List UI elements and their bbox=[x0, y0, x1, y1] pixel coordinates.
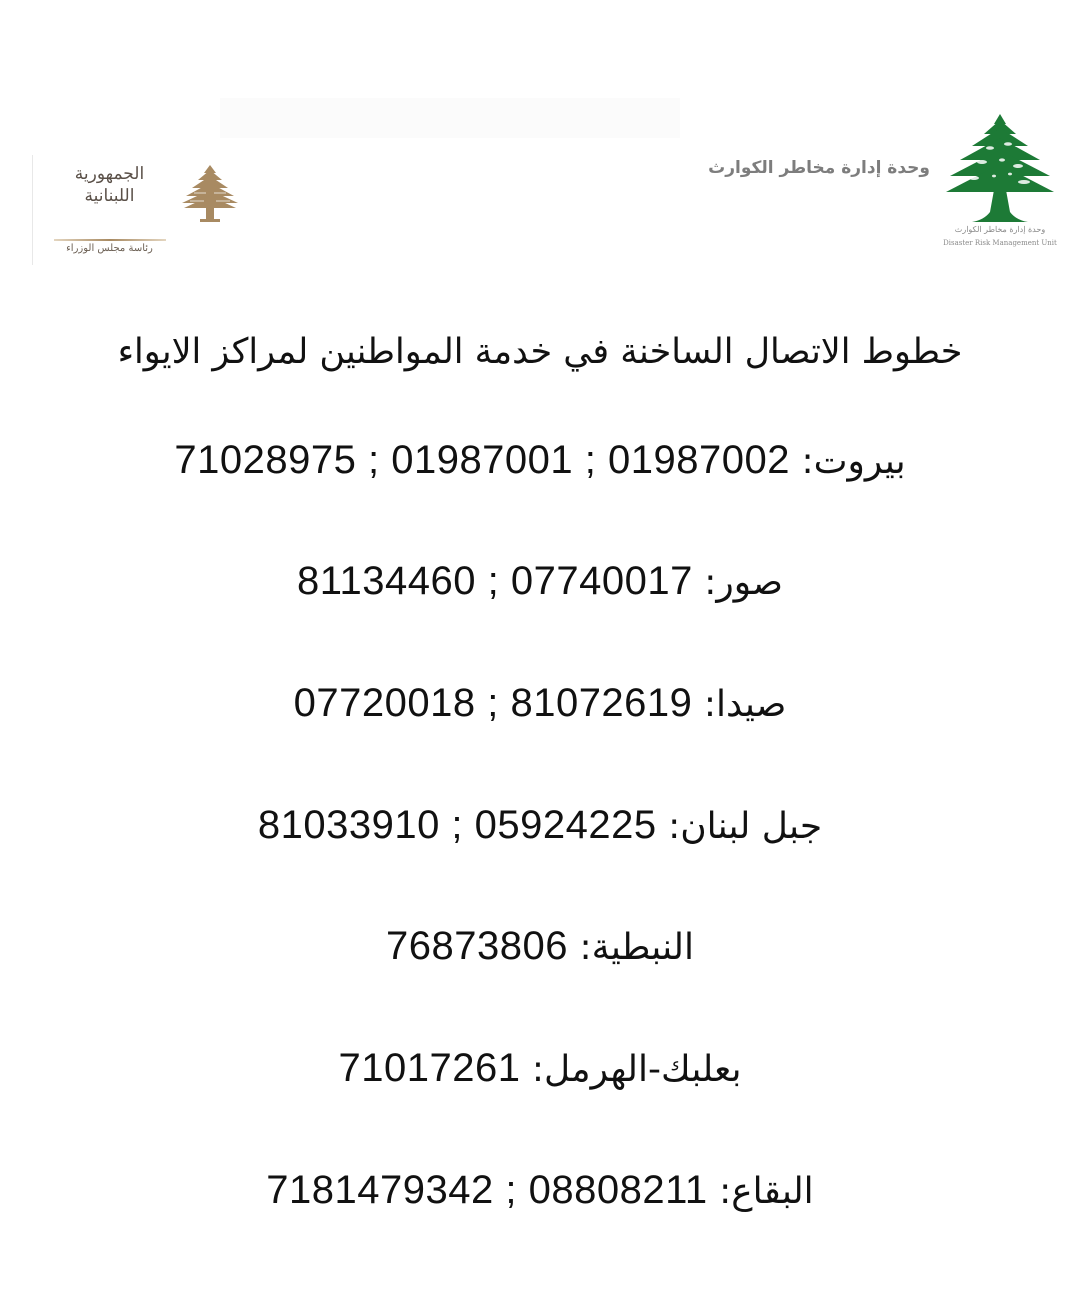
phone-numbers: 71028975 ; 01987001 ; 01987002 bbox=[174, 438, 790, 482]
logo-rule bbox=[54, 239, 166, 241]
region-label: صيدا: bbox=[703, 684, 787, 725]
phone-numbers: 71017261 bbox=[338, 1046, 521, 1090]
region-label: بعلبك-الهرمل: bbox=[531, 1049, 742, 1090]
page-title: خطوط الاتصال الساخنة في خدمة المواطنين لمراكز الايواء bbox=[117, 332, 963, 372]
hotline-row bbox=[40, 1160, 1040, 1222]
cedar-tree-icon bbox=[178, 163, 242, 225]
hotline-row bbox=[40, 673, 1040, 735]
region-label: صور: bbox=[704, 562, 783, 603]
presidency-logo bbox=[30, 155, 230, 265]
phone-numbers: 76873806 bbox=[386, 924, 568, 968]
phone-numbers: 07720018 ; 81072619 bbox=[293, 681, 693, 725]
region-label: جبل لبنان: bbox=[668, 806, 823, 847]
region-label: البقاع: bbox=[719, 1171, 814, 1212]
hotline-row bbox=[40, 1038, 1040, 1100]
hotline-row bbox=[40, 551, 1040, 613]
logo-divider bbox=[32, 155, 33, 265]
drm-unit-title: وحدة إدارة مخاطر الكوارث bbox=[708, 158, 930, 178]
background-strip bbox=[220, 98, 680, 138]
calligraphy-line-2: اللبنانية bbox=[84, 186, 135, 206]
drm-caption-english: Disaster Risk Management Unit bbox=[943, 239, 1057, 247]
calligraphy-line-1: الجمهورية bbox=[74, 164, 145, 184]
presidency-subtitle: رئاسة مجلس الوزراء bbox=[66, 243, 153, 254]
hotline-row bbox=[40, 795, 1040, 857]
hotline-row bbox=[40, 916, 1040, 978]
region-label: بيروت: bbox=[801, 441, 906, 482]
republic-calligraphy bbox=[52, 163, 167, 207]
phone-numbers: 81033910 ; 05924225 bbox=[257, 803, 657, 847]
drm-caption-arabic: وحدة إدارة مخاطر الكوارث bbox=[954, 225, 1046, 234]
phone-numbers: 7181479342 ; 08808211 bbox=[266, 1168, 708, 1212]
hotline-row bbox=[40, 430, 1040, 492]
phone-numbers: 81134460 ; 07740017 bbox=[297, 559, 693, 603]
cedar-tree-icon bbox=[944, 112, 1056, 226]
region-label: النبطية: bbox=[579, 927, 694, 968]
